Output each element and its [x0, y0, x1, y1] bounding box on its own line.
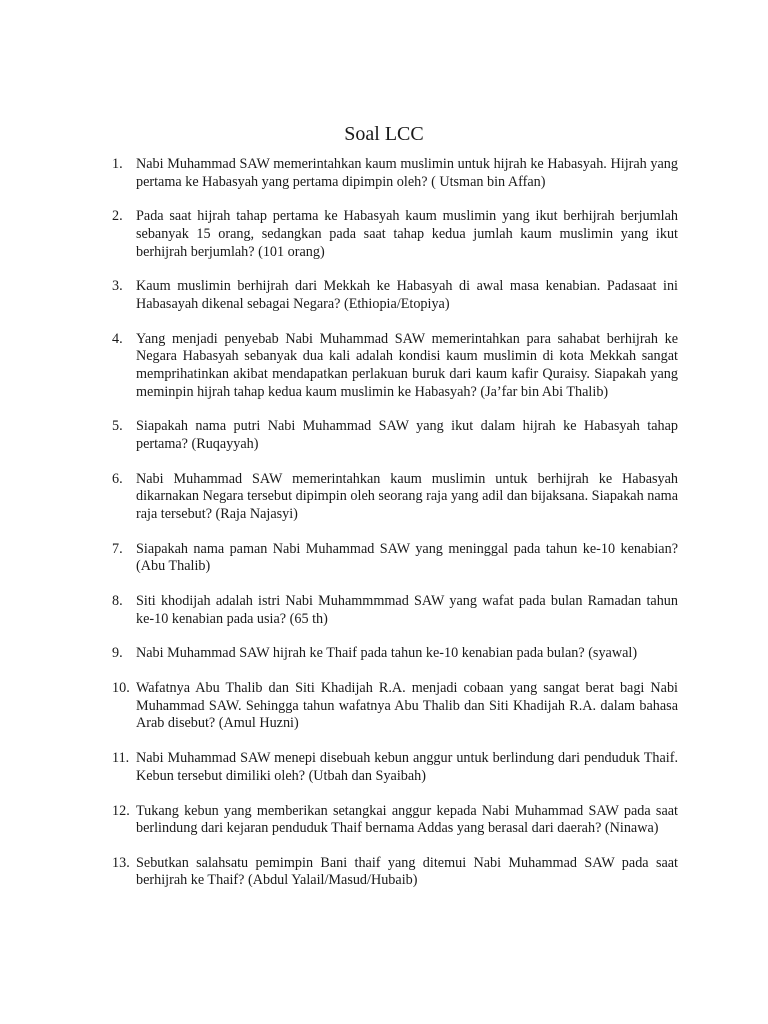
- question-text: Yang menjadi penyebab Nabi Muhammad SAW memerintahkan para sahabat berhijrah ke Negara Habasyah sebanyak dua kali adalah kondisi kaum muslimin di kota Mekkah sangat memprihatinkan akibat mendapatkan perlakuan buruk dari kaum kafir Quraisy. Siapakah yang meminpin hijrah tahap kedua kaum muslimin ke Habasyah? (Ja’far bin Abi Thalib): [136, 330, 678, 400]
- question-number: 2.: [112, 208, 123, 225]
- question-number: 8.: [112, 593, 123, 609]
- question-number: 7.: [112, 540, 123, 557]
- question-text: Nabi Muhammad SAW memerintahkan kaum muslimin untuk berhijrah ke Habasyah dikarnakan Negara tersebut dipimpin oleh seorang raja yang adil dan bijaksana. Siapakah nama raja tersebut? (Raja Najasyi): [136, 470, 678, 522]
- question-number: 9.: [112, 645, 123, 662]
- question-text: Siti khodijah adalah istri Nabi Muhammmmad SAW yang wafat pada bulan Ramadan tahun ke-10 kenabian pada usia? (65 th): [136, 593, 678, 627]
- question-item: [112, 680, 678, 733]
- question-item: [112, 803, 678, 838]
- question-item: [112, 593, 678, 628]
- question-text: Nabi Muhammad SAW menepi disebuah kebun anggur untuk berlindung dari penduduk Thaif. Kebun tersebut dimiliki oleh? (Utbah dan Syaibah): [136, 750, 678, 784]
- question-number: 5.: [112, 418, 123, 435]
- question-item: [112, 471, 678, 524]
- question-item: [112, 156, 678, 191]
- question-number: 1.: [112, 156, 123, 172]
- question-text: Kaum muslimin berhijrah dari Mekkah ke Habasyah di awal masa kenabian. Padasaat ini Habasayah dikenal sebagai Negara? (Ethiopia/Etopiya): [136, 278, 678, 312]
- question-text: Pada saat hijrah tahap pertama ke Habasyah kaum muslimin yang ikut berhijrah berjumlah sebanyak 15 orang, sedangkan pada saat tahap kedua jumlah kaum muslimin yang ikut berhijrah berjumlah? (101 orang): [136, 208, 678, 260]
- question-number: 11.: [112, 750, 130, 767]
- question-item: [112, 645, 678, 663]
- question-item: [112, 418, 678, 453]
- question-item: [112, 278, 678, 313]
- question-text: Nabi Muhammad SAW memerintahkan kaum muslimin untuk hijrah ke Habasyah. Hijrah yang pertama ke Habasyah yang pertama dipimpin oleh? ( Utsman bin Affan): [136, 156, 678, 190]
- question-text: Tukang kebun yang memberikan setangkai anggur kepada Nabi Muhammad SAW pada saat berlindung dari kejaran penduduk Thaif bernama Addas yang berasal dari daerah? (Ninawa): [136, 802, 678, 837]
- question-list: [112, 156, 678, 907]
- question-text: Siapakah nama paman Nabi Muhammad SAW yang meninggal pada tahun ke-10 kenabian? (Abu Thalib): [136, 540, 678, 575]
- question-number: 6.: [112, 470, 123, 487]
- question-item: [112, 855, 678, 890]
- question-number: 3.: [112, 278, 123, 295]
- document-title: Soal LCC: [344, 123, 424, 145]
- question-number: 10.: [112, 680, 130, 697]
- question-text: Wafatnya Abu Thalib dan Siti Khadijah R.A. menjadi cobaan yang sangat berat bagi Nabi Muhammad SAW. Sehingga tahun wafatnya Abu Thalib dan Siti Khadijah R.A. dalam bahasa Arab disebut? (Amul Huzni): [136, 680, 678, 732]
- question-number: 4.: [112, 330, 123, 347]
- question-item: [112, 541, 678, 576]
- question-text: Nabi Muhammad SAW hijrah ke Thaif pada tahun ke-10 kenabian pada bulan? (syawal): [136, 645, 638, 662]
- question-text: Siapakah nama putri Nabi Muhammad SAW yang ikut dalam hijrah ke Habasyah tahap pertama? (Ruqayyah): [136, 418, 678, 452]
- question-item: [112, 331, 678, 401]
- question-text: Sebutkan salahsatu pemimpin Bani thaif yang ditemui Nabi Muhammad SAW pada saat berhijrah ke Thaif? (Abdul Yalail/Masud/Hubaib): [136, 854, 678, 889]
- question-number: 13.: [112, 854, 130, 871]
- question-item: [112, 750, 678, 785]
- question-number: 12.: [112, 802, 130, 819]
- question-item: [112, 208, 678, 261]
